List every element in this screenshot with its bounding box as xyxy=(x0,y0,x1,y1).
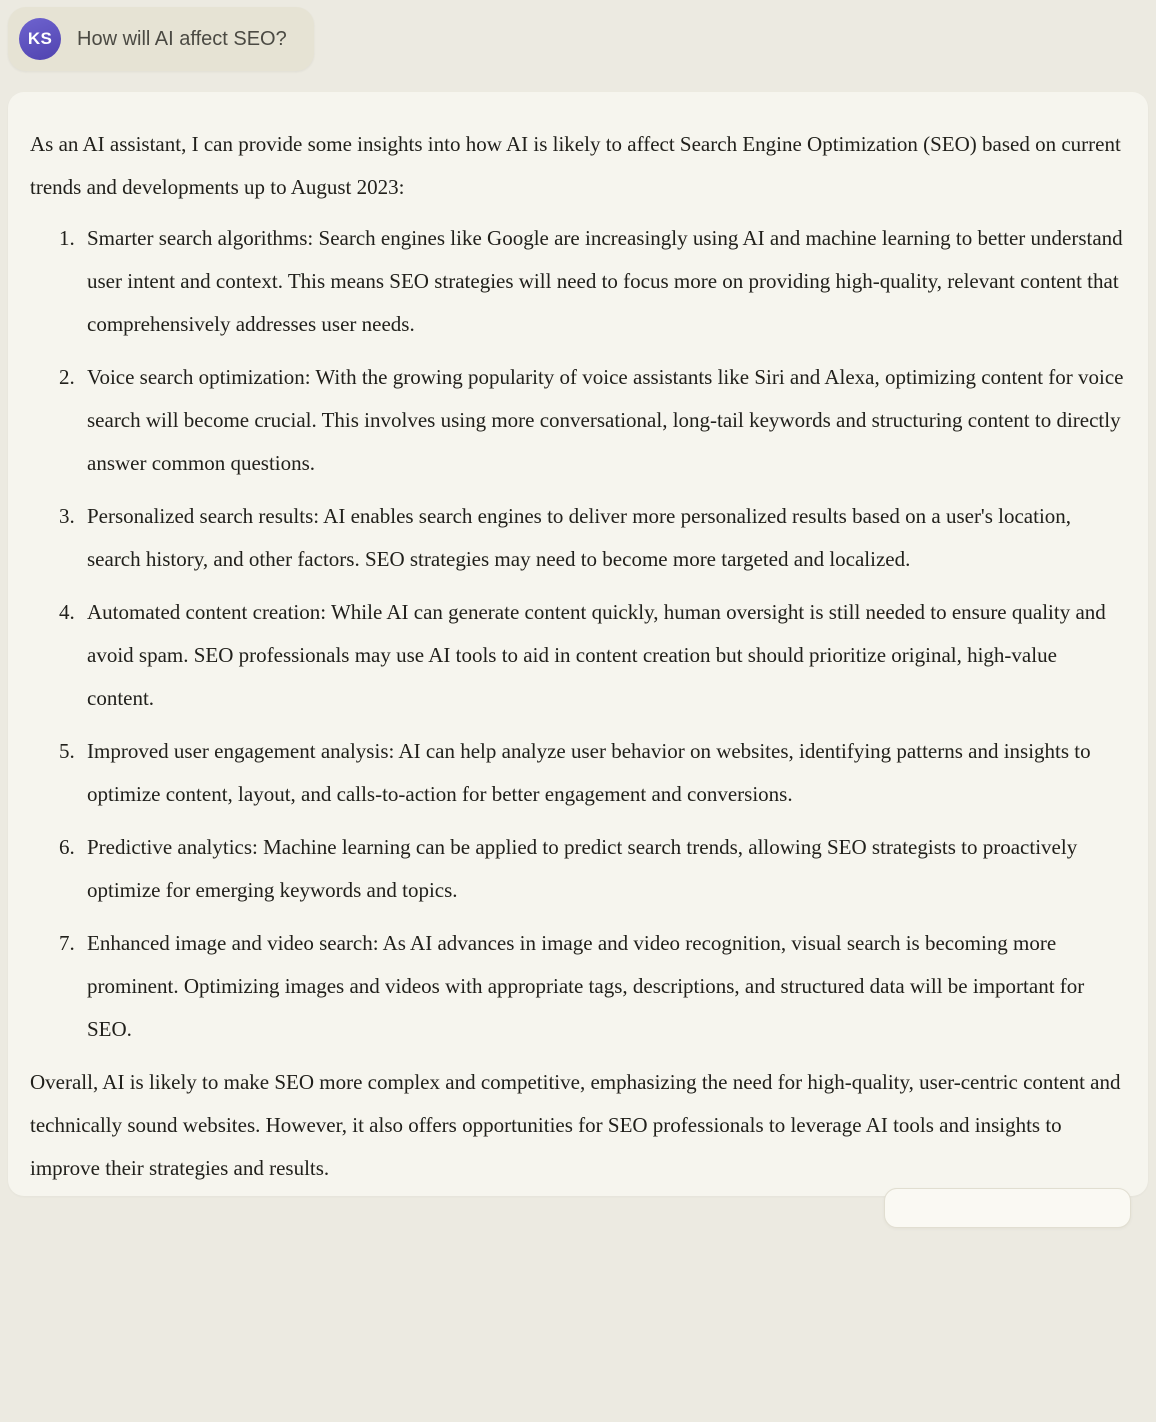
user-message-row xyxy=(0,0,1156,71)
user-message-bubble xyxy=(8,7,314,71)
seo-list-item: 4. Automated content creation: While AI can generate content quickly, human oversight is still needed to ensure quality and avoid spam. SEO professionals may use AI tools to aid in content creation but should prioritize original, high-value content. xyxy=(80,591,1126,720)
seo-list-item: 1. Smarter search algorithms: Search engines like Google are increasingly using AI and machine learning to better understand user intent and context. This means SEO strategies will need to focus more on providing high-quality, relevant content that comprehensively addresses user needs. xyxy=(80,217,1126,346)
user-avatar[interactable] xyxy=(19,18,61,60)
user-message-text: How will AI affect SEO? xyxy=(77,28,287,50)
message-actions-toolbar[interactable] xyxy=(884,1188,1131,1228)
seo-points-list xyxy=(30,217,1126,1051)
seo-list-item: 2. Voice search optimization: With the growing popularity of voice assistants like Siri and Alexa, optimizing content for voice search will become crucial. This involves using more conversational, long-tail keywords and structuring content to directly answer common questions. xyxy=(80,356,1126,485)
seo-list-item: 5. Improved user engagement analysis: AI can help analyze user behavior on websites, identifying patterns and insights to optimize content, layout, and calls-to-action for better engagement and conversions. xyxy=(80,730,1126,816)
seo-list-item: 3. Personalized search results: AI enables search engines to deliver more personalized results based on a user's location, search history, and other factors. SEO strategies may need to become more targeted and localized. xyxy=(80,495,1126,581)
seo-list-item: 7. Enhanced image and video search: As AI advances in image and video recognition, visual search is becoming more prominent. Optimizing images and videos with appropriate tags, descriptions, and structured data will be important for SEO. xyxy=(80,922,1126,1051)
seo-list-item: 6. Predictive analytics: Machine learning can be applied to predict search trends, allowing SEO strategists to proactively optimize for emerging keywords and topics. xyxy=(80,826,1126,912)
avatar-initials: KS xyxy=(27,29,53,48)
assistant-intro-paragraph: As an AI assistant, I can provide some insights into how AI is likely to affect Search Engine Optimization (SEO) based on current trends and developments up to August 2023: xyxy=(30,132,1121,199)
assistant-conclusion-paragraph: Overall, AI is likely to make SEO more complex and competitive, emphasizing the need for high-quality, user-centric content and technically sound websites. However, it also offers opportunities for SEO professionals to leverage AI tools and insights to improve their strategies and results. xyxy=(30,1070,1121,1180)
assistant-message-card xyxy=(8,92,1148,1196)
